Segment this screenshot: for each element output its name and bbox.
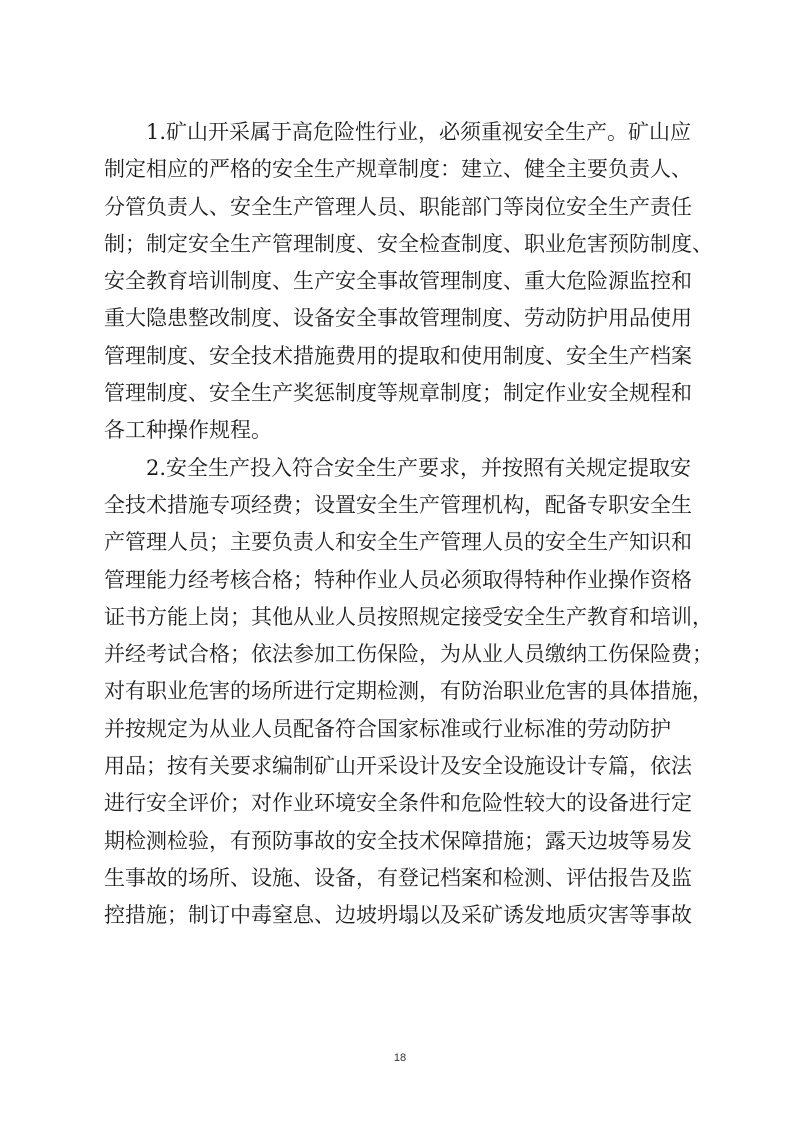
paragraph-2 [104, 450, 714, 935]
text-line: 产管理人员；主要负责人和安全生产管理人员的安全生产知识和 [104, 530, 692, 555]
text-line: 各工种操作规程。 [104, 418, 272, 443]
text-line: 对有职业危害的场所进行定期检测，有防治职业危害的具体措施， [104, 679, 713, 704]
text-line: 安全教育培训制度、生产安全事故管理制度、重大危险源监控和 [104, 269, 692, 294]
text-line: 进行安全评价；对作业环境安全条件和危险性较大的设备进行定 [104, 791, 692, 816]
text-line: 控措施；制订中毒窒息、边坡坍塌以及采矿诱发地质灾害等事故 [104, 903, 692, 928]
text-line: 用品；按有关要求编制矿山开采设计及安全设施设计专篇，依法 [104, 754, 692, 779]
page-number: 18 [393, 1052, 407, 1064]
text-line: 并经考试合格；依法参加工伤保险，为从业人员缴纳工伤保险费； [104, 642, 713, 667]
paragraph-1 [104, 114, 714, 450]
text-line: 2.安全生产投入符合安全生产要求，并按照有关规定提取安 [146, 455, 692, 480]
text-line: 管理制度、安全技术措施费用的提取和使用制度、安全生产档案 [104, 343, 692, 368]
text-line: 1.矿山开采属于高危险性行业，必须重视安全生产。矿山应 [146, 120, 692, 144]
text-line: 制；制定安全生产管理制度、安全检查制度、职业危害预防制度、 [104, 231, 713, 256]
text-line: 期检测检验，有预防事故的安全技术保障措施；露天边坡等易发 [104, 828, 692, 853]
text-line: 重大隐患整改制度、设备安全事故管理制度、劳动防护用品使用 [104, 306, 692, 331]
text-line: 制定相应的严格的安全生产规章制度：建立、健全主要负责人、 [104, 157, 692, 182]
text-line: 管理制度、安全生产奖惩制度等规章制度；制定作业安全规程和 [104, 381, 692, 406]
text-line: 并按规定为从业人员配备符合国家标准或行业标准的劳动防护 [104, 716, 671, 741]
text-line: 分管负责人、安全生产管理人员、职能部门等岗位安全生产责任 [104, 194, 692, 219]
text-line: 生事故的场所、设施、设备，有登记档案和检测、评估报告及监 [104, 865, 692, 890]
body-text [104, 114, 714, 935]
text-line: 全技术措施专项经费；设置安全生产管理机构，配备专职安全生 [104, 492, 692, 517]
text-line: 管理能力经考核合格；特种作业人员必须取得特种作业操作资格 [104, 567, 692, 592]
text-line: 证书方能上岗；其他从业人员按照规定接受安全生产教育和培训， [104, 604, 713, 629]
